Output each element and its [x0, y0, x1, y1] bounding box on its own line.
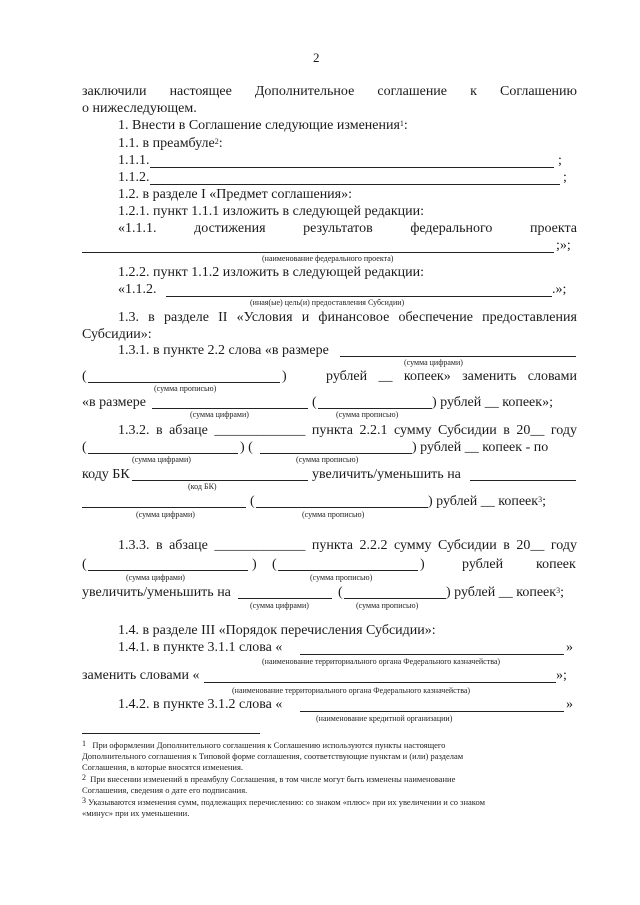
item-1-1-2-label: 1.1.2.: [118, 170, 150, 185]
inc-dec: увеличить/уменьшить на: [82, 585, 231, 600]
item-1-4: 1.4. в разделе III «Порядок перечисления Субсидии»:: [118, 623, 436, 638]
inc-dec: увеличить/уменьшить на: [312, 467, 461, 482]
fill-line-sum-words[interactable]: [256, 507, 428, 508]
intro-line2: о нижеследующем.: [82, 101, 197, 116]
item-1: 1. Внести в Соглашение следующие изменения$^1$:: [118, 118, 408, 133]
footnote-1: $^1$ При оформлении Дополнительного соглашения к Соглашению используются пункты настоящего: [82, 739, 446, 750]
fill-line-federal-project[interactable]: [82, 252, 554, 253]
rub-kop-sup: ) рублей __ копеек$^3$;: [428, 494, 546, 509]
footnote-1-line: Дополнительного соглашения к Типовой форме соглашения, соответствующие пунктам и (или) разделам: [82, 751, 464, 761]
rub-kop-replace: рублей __ копеек» заменить словами: [326, 369, 577, 384]
paren-close: ): [252, 557, 257, 572]
item-1-4-1: 1.4.1. в пункте 3.1.1 слова «: [118, 640, 283, 655]
hint-sum-digits: (сумма цифрами): [250, 601, 309, 610]
fill-line-sum-digits[interactable]: [82, 507, 246, 508]
footnote-3-line: «минус» при их уменьшении.: [82, 808, 190, 818]
quote-1-1-2-label: «1.1.2.: [118, 282, 157, 297]
quote-1-1-1: «1.1.1. достижения результатов федерального проекта: [118, 221, 577, 236]
fill-line-sum-words[interactable]: [88, 382, 280, 383]
quote-end: .»;: [552, 282, 567, 297]
intro-word: заключили: [82, 84, 147, 99]
footnote-3: $^3$ Указываются изменения сумм, подлежащих перечислению: со знаком «плюс» при их увеличении и со знаком: [82, 796, 485, 807]
hint-sum-digits: (сумма цифрами): [404, 358, 463, 367]
fill-line[interactable]: [470, 480, 576, 481]
footnote-1-line: Соглашения, в которые вносятся изменения.: [82, 762, 243, 772]
intro-word: к: [470, 84, 477, 99]
paren-open: (: [82, 369, 87, 384]
page-number: 2: [313, 50, 320, 65]
intro-line: [82, 84, 577, 100]
hint-sum-words: (сумма прописью): [296, 455, 359, 464]
fill-line-sum-words[interactable]: [318, 408, 432, 409]
item-1-1-1-label: 1.1.1.: [118, 153, 150, 168]
fill-line-sum-digits[interactable]: [340, 356, 576, 357]
item-1-3-1: 1.3.1. в пункте 2.2 слова «в размере: [118, 343, 329, 358]
rub-label: рублей: [462, 557, 504, 572]
paren-open: (: [272, 557, 277, 572]
item-end: ;: [558, 153, 562, 168]
footnote-separator: [82, 733, 260, 734]
fill-line-sum-digits[interactable]: [88, 570, 248, 571]
item-1-3-2: 1.3.2. в абзаце _____________ пункта 2.2.1 сумму Субсидии в 20__ году: [118, 423, 577, 438]
kbk-label: коду БК: [82, 467, 130, 482]
fill-line-sum-words[interactable]: [278, 570, 418, 571]
hint-treasury: (наименование территориального органа Федерального казначейства): [262, 657, 501, 666]
hint-federal-project: (наименование федерального проекта): [262, 254, 394, 263]
paren-close: ): [282, 369, 287, 384]
item-1-2: 1.2. в разделе I «Предмет соглашения»:: [118, 187, 353, 202]
item-1-3: 1.3. в разделе II «Условия и финансовое обеспечение предоставления: [118, 310, 577, 325]
hint-sum-digits: (сумма цифрами): [136, 510, 195, 519]
fill-line[interactable]: [150, 184, 560, 185]
item-1-3-3: 1.3.3. в абзаце _____________ пункта 2.2.2 сумму Субсидии в 20__ году: [118, 538, 577, 553]
hint-treasury: (наименование территориального органа Федерального казначейства): [232, 686, 471, 695]
hint-sum-words: (сумма прописью): [356, 601, 419, 610]
close-quote-semi: »;: [556, 668, 567, 683]
paren-close: ): [420, 557, 425, 572]
paren-open: (: [250, 494, 255, 509]
rub-kop-sup: ) рублей __ копеек$^3$;: [446, 585, 564, 600]
hint-sum-words: (сумма прописью): [302, 510, 365, 519]
hint-sum-words: (сумма прописью): [336, 410, 399, 419]
kop-label: копеек: [536, 557, 576, 572]
item-1-2-1: 1.2.1. пункт 1.1.1 изложить в следующей редакции:: [118, 204, 424, 219]
paren-open: (: [338, 585, 343, 600]
fill-line-kbk[interactable]: [132, 480, 308, 481]
hint-kbk: (код БК): [188, 482, 217, 491]
intro-word: Дополнительное: [254, 84, 355, 99]
item-1-4-2: 1.4.2. в пункте 3.1.2 слова «: [118, 697, 283, 712]
federal-project-end: ;»;: [556, 238, 571, 253]
fill-line-sum-digits[interactable]: [152, 408, 308, 409]
fill-line-sum-digits[interactable]: [88, 453, 238, 454]
hint-goals: (иная(ые) цель(и) предоставления Субсидии): [250, 298, 405, 307]
paren-close-open: ) (: [240, 440, 253, 455]
rub-kop-po: ) рублей __ копеек - по: [412, 440, 549, 455]
footnote-ref: 2: [214, 137, 219, 146]
footnote-ref: 1: [399, 119, 404, 128]
fill-line-treasury[interactable]: [204, 682, 556, 683]
replace-words: заменить словами «: [82, 668, 200, 683]
item-1-1: 1.1. в преамбуле$^2$:: [118, 136, 223, 151]
fill-line-credit-org[interactable]: [300, 711, 564, 712]
close-quote: »: [566, 697, 573, 712]
hint-sum-words: (сумма прописью): [310, 573, 373, 582]
in-amount: «в размере: [82, 395, 146, 410]
paren-open: (: [312, 395, 317, 410]
close-quote: »: [566, 640, 573, 655]
hint-sum-digits: (сумма цифрами): [190, 410, 249, 419]
item-end: ;: [563, 170, 567, 185]
fill-line-sum-words[interactable]: [260, 453, 412, 454]
rub-kop-end: ) рублей __ копеек»;: [432, 395, 553, 410]
paren-open: (: [82, 557, 87, 572]
fill-line-treasury[interactable]: [300, 654, 564, 655]
fill-line[interactable]: [150, 167, 554, 168]
item-1-2-2: 1.2.2. пункт 1.1.2 изложить в следующей редакции:: [118, 265, 424, 280]
fill-line-goals[interactable]: [166, 296, 552, 297]
item-1-3-line2: Субсидии»:: [82, 327, 152, 342]
paren-open: (: [82, 440, 87, 455]
fill-line-sum-digits[interactable]: [238, 598, 332, 599]
hint-credit-org: (наименование кредитной организации): [316, 714, 453, 723]
footnote-2-line: Соглашения, сведения о дате его подписания.: [82, 785, 248, 795]
fill-line-sum-words[interactable]: [344, 598, 446, 599]
intro-word: настоящее: [169, 84, 232, 99]
hint-sum-digits: (сумма цифрами): [132, 455, 191, 464]
hint-sum-words: (сумма прописью): [154, 384, 217, 393]
footnote-2: $^2$ При внесении изменений в преамбулу Соглашения, в том числе могут быть изменены наименование: [82, 773, 456, 784]
intro-word: Соглашению: [499, 84, 577, 99]
intro-word: соглашение: [377, 84, 448, 99]
hint-sum-digits: (сумма цифрами): [126, 573, 185, 582]
